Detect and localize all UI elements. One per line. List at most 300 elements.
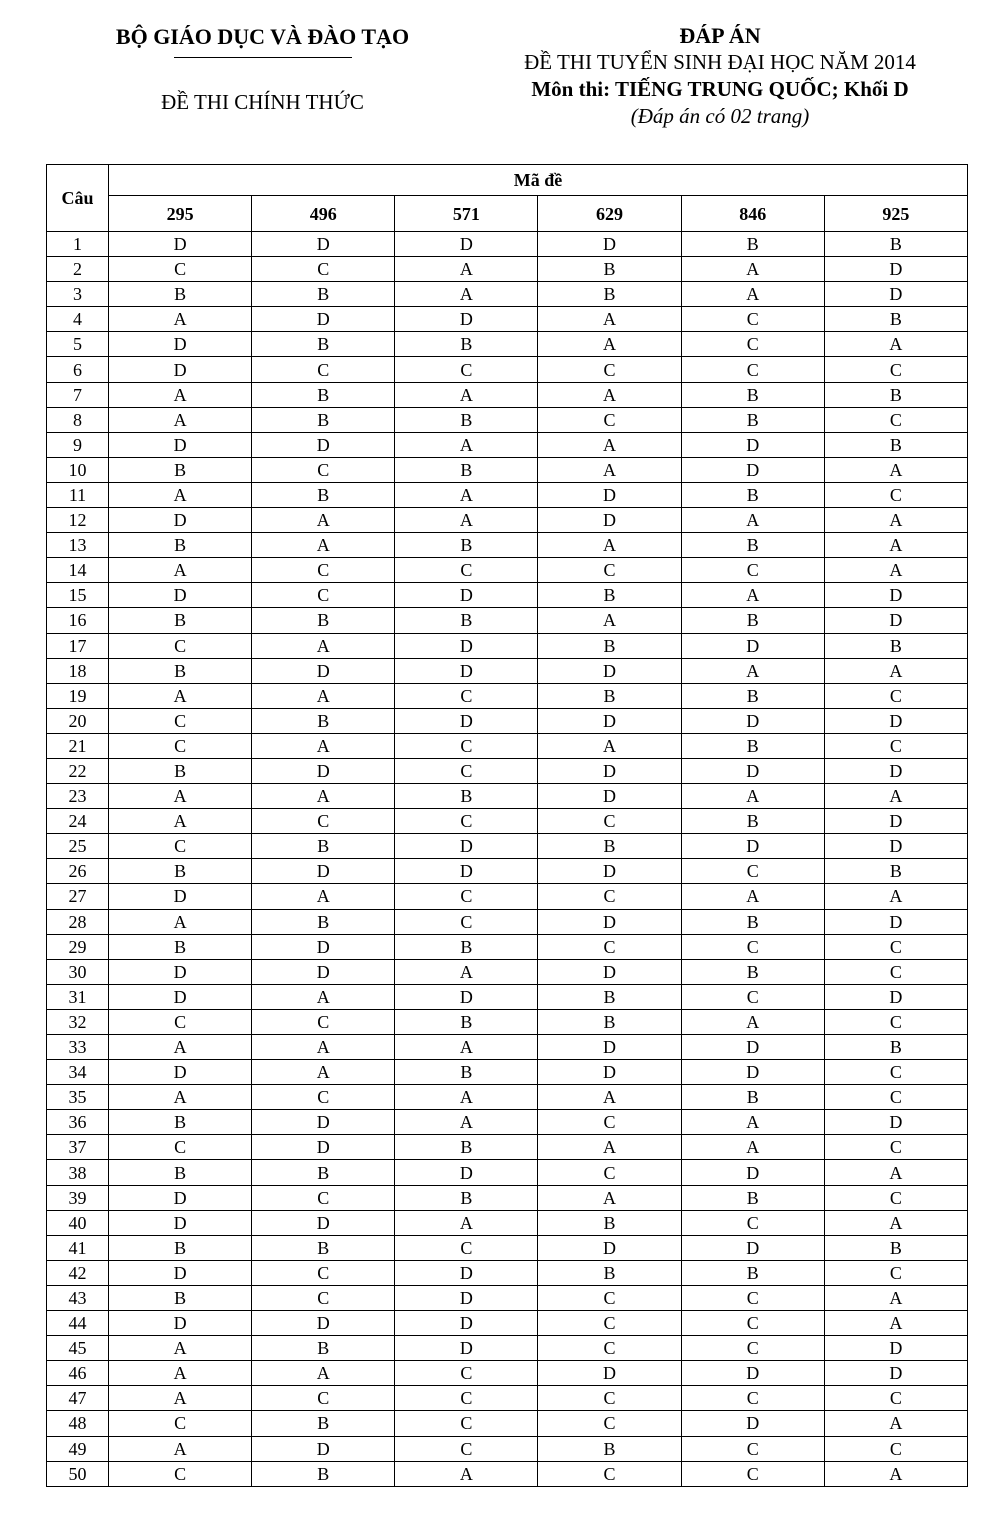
answer-cell: A bbox=[824, 1411, 967, 1436]
answer-cell: A bbox=[538, 382, 681, 407]
answer-cell: B bbox=[824, 1235, 967, 1260]
answer-cell: D bbox=[109, 1185, 252, 1210]
answer-cell: D bbox=[395, 583, 538, 608]
answer-cell: C bbox=[252, 1260, 395, 1285]
answer-cell: C bbox=[681, 1386, 824, 1411]
answer-cell: A bbox=[824, 1210, 967, 1235]
answer-cell: D bbox=[681, 1411, 824, 1436]
question-number: 49 bbox=[47, 1436, 109, 1461]
answer-cell: C bbox=[395, 357, 538, 382]
answer-cell: C bbox=[252, 558, 395, 583]
question-number: 24 bbox=[47, 809, 109, 834]
answer-cell: A bbox=[252, 683, 395, 708]
answer-cell: A bbox=[395, 482, 538, 507]
question-number: 45 bbox=[47, 1336, 109, 1361]
answer-cell: C bbox=[109, 633, 252, 658]
answer-cell: D bbox=[109, 959, 252, 984]
answer-cell: B bbox=[252, 608, 395, 633]
table-row bbox=[47, 884, 968, 909]
answer-cell: B bbox=[824, 1035, 967, 1060]
answer-cell: A bbox=[109, 558, 252, 583]
answer-cell: C bbox=[824, 1436, 967, 1461]
answer-cell: A bbox=[109, 407, 252, 432]
answer-cell: C bbox=[395, 809, 538, 834]
table-row bbox=[47, 1060, 968, 1085]
answer-cell: B bbox=[109, 1285, 252, 1310]
answer-cell: C bbox=[395, 1436, 538, 1461]
answer-cell: A bbox=[252, 633, 395, 658]
answer-cell: A bbox=[538, 1135, 681, 1160]
question-number: 38 bbox=[47, 1160, 109, 1185]
answer-cell: A bbox=[824, 1160, 967, 1185]
answer-cell: D bbox=[252, 1311, 395, 1336]
answer-cell: B bbox=[252, 1336, 395, 1361]
table-row bbox=[47, 1135, 968, 1160]
answer-cell: C bbox=[824, 934, 967, 959]
answer-cell: A bbox=[824, 1311, 967, 1336]
answer-cell: A bbox=[824, 558, 967, 583]
answer-cell: D bbox=[252, 1135, 395, 1160]
exam-code-0: 295 bbox=[109, 196, 252, 232]
answer-cell: A bbox=[538, 608, 681, 633]
answer-cell: C bbox=[824, 683, 967, 708]
answer-cell: C bbox=[824, 407, 967, 432]
answer-cell: B bbox=[681, 232, 824, 257]
table-row bbox=[47, 432, 968, 457]
answer-cell: C bbox=[681, 307, 824, 332]
answer-cell: B bbox=[109, 1110, 252, 1135]
answer-cell: B bbox=[538, 683, 681, 708]
question-number: 20 bbox=[47, 708, 109, 733]
answer-cell: B bbox=[681, 733, 824, 758]
table-row bbox=[47, 1235, 968, 1260]
ministry-underline bbox=[174, 57, 352, 58]
answer-cell: D bbox=[538, 859, 681, 884]
answer-cell: C bbox=[824, 1135, 967, 1160]
answer-cell: B bbox=[109, 457, 252, 482]
answer-cell: C bbox=[252, 1085, 395, 1110]
answer-cell: C bbox=[252, 357, 395, 382]
table-row bbox=[47, 533, 968, 558]
answer-cell: D bbox=[395, 633, 538, 658]
ministry-name: BỘ GIÁO DỤC VÀ ĐÀO TẠO bbox=[115, 24, 410, 49]
answer-cell: D bbox=[681, 633, 824, 658]
answer-cell: B bbox=[681, 1085, 824, 1110]
table-row bbox=[47, 934, 968, 959]
question-number: 8 bbox=[47, 407, 109, 432]
answer-cell: C bbox=[395, 558, 538, 583]
answer-cell: B bbox=[395, 1060, 538, 1085]
answer-cell: A bbox=[252, 984, 395, 1009]
subject-line: Môn thi: TIẾNG TRUNG QUỐC; Khối D bbox=[531, 77, 909, 101]
question-number: 27 bbox=[47, 884, 109, 909]
question-header: Câu bbox=[47, 165, 109, 232]
answer-cell: A bbox=[395, 1210, 538, 1235]
answer-cell: C bbox=[538, 407, 681, 432]
answer-cell: D bbox=[109, 1210, 252, 1235]
answer-cell: C bbox=[681, 984, 824, 1009]
question-number: 2 bbox=[47, 257, 109, 282]
question-number: 50 bbox=[47, 1461, 109, 1486]
table-row bbox=[47, 1110, 968, 1135]
question-number: 26 bbox=[47, 859, 109, 884]
answer-cell: B bbox=[681, 909, 824, 934]
answer-cell: D bbox=[824, 1110, 967, 1135]
answer-cell: D bbox=[824, 758, 967, 783]
answer-cell: D bbox=[395, 307, 538, 332]
answer-cell: A bbox=[395, 257, 538, 282]
answer-cell: B bbox=[109, 658, 252, 683]
answer-cell: A bbox=[681, 1009, 824, 1034]
question-number: 6 bbox=[47, 357, 109, 382]
answer-cell: B bbox=[538, 834, 681, 859]
answer-cell: C bbox=[252, 583, 395, 608]
answer-cell: B bbox=[538, 282, 681, 307]
answer-cell: A bbox=[824, 784, 967, 809]
answer-cell: A bbox=[395, 1035, 538, 1060]
answer-cell: D bbox=[109, 1311, 252, 1336]
answer-cell: D bbox=[252, 658, 395, 683]
answer-cell: D bbox=[824, 984, 967, 1009]
answer-cell: D bbox=[824, 1336, 967, 1361]
answer-cell: C bbox=[538, 884, 681, 909]
answer-cell: D bbox=[252, 1436, 395, 1461]
answer-cell: A bbox=[395, 1085, 538, 1110]
answer-cell: C bbox=[681, 1210, 824, 1235]
answer-cell: D bbox=[824, 909, 967, 934]
question-number: 4 bbox=[47, 307, 109, 332]
answer-cell: C bbox=[538, 809, 681, 834]
answer-cell: D bbox=[395, 1260, 538, 1285]
answer-cell: D bbox=[252, 307, 395, 332]
answer-cell: B bbox=[252, 382, 395, 407]
answer-cell: D bbox=[109, 1060, 252, 1085]
table-row bbox=[47, 382, 968, 407]
answer-cell: A bbox=[395, 1110, 538, 1135]
answer-cell: B bbox=[252, 1160, 395, 1185]
answer-cell: D bbox=[824, 708, 967, 733]
answer-cell: C bbox=[395, 1411, 538, 1436]
answer-cell: B bbox=[681, 382, 824, 407]
table-row bbox=[47, 1185, 968, 1210]
answer-cell: C bbox=[824, 482, 967, 507]
answer-cell: B bbox=[395, 784, 538, 809]
question-number: 47 bbox=[47, 1386, 109, 1411]
answer-cell: A bbox=[395, 959, 538, 984]
answer-cell: C bbox=[252, 1285, 395, 1310]
answer-cell: B bbox=[681, 809, 824, 834]
answer-cell: B bbox=[109, 608, 252, 633]
answer-cell: D bbox=[824, 1361, 967, 1386]
answer-cell: D bbox=[395, 1336, 538, 1361]
answer-cell: A bbox=[252, 784, 395, 809]
answer-cell: B bbox=[252, 332, 395, 357]
answer-cell: A bbox=[109, 1085, 252, 1110]
answer-cell: C bbox=[395, 1361, 538, 1386]
answer-cell: C bbox=[538, 1160, 681, 1185]
answer-cell: B bbox=[681, 683, 824, 708]
table-row bbox=[47, 1436, 968, 1461]
answer-cell: D bbox=[824, 257, 967, 282]
answer-cell: A bbox=[395, 382, 538, 407]
answer-cell: C bbox=[109, 1411, 252, 1436]
answer-cell: D bbox=[824, 583, 967, 608]
answer-cell: D bbox=[109, 884, 252, 909]
exam-code-3: 629 bbox=[538, 196, 681, 232]
answer-cell: D bbox=[538, 758, 681, 783]
exam-code-1: 496 bbox=[252, 196, 395, 232]
answer-cell: A bbox=[109, 482, 252, 507]
question-number: 11 bbox=[47, 482, 109, 507]
answer-cell: C bbox=[824, 1260, 967, 1285]
question-number: 41 bbox=[47, 1235, 109, 1260]
question-number: 34 bbox=[47, 1060, 109, 1085]
answer-cell: D bbox=[395, 232, 538, 257]
answer-cell: D bbox=[109, 332, 252, 357]
answer-cell: D bbox=[395, 859, 538, 884]
question-number: 3 bbox=[47, 282, 109, 307]
answer-cell: D bbox=[252, 859, 395, 884]
table-row bbox=[47, 332, 968, 357]
answer-cell: A bbox=[109, 909, 252, 934]
answer-cell: B bbox=[109, 1235, 252, 1260]
answer-cell: C bbox=[395, 909, 538, 934]
answer-cell: D bbox=[538, 1235, 681, 1260]
table-row bbox=[47, 859, 968, 884]
answer-cell: A bbox=[824, 1285, 967, 1310]
answer-cell: C bbox=[109, 1135, 252, 1160]
answer-cell: D bbox=[681, 1060, 824, 1085]
answer-cell: B bbox=[395, 1185, 538, 1210]
answer-cell: D bbox=[681, 457, 824, 482]
answer-cell: B bbox=[538, 1009, 681, 1034]
answer-cell: B bbox=[109, 1160, 252, 1185]
answer-cell: C bbox=[395, 884, 538, 909]
answer-cell: B bbox=[252, 482, 395, 507]
answer-cell: D bbox=[252, 432, 395, 457]
question-number: 31 bbox=[47, 984, 109, 1009]
answer-cell: C bbox=[824, 1060, 967, 1085]
question-number: 35 bbox=[47, 1085, 109, 1110]
answer-cell: C bbox=[109, 1461, 252, 1486]
question-number: 21 bbox=[47, 733, 109, 758]
answer-cell: C bbox=[824, 959, 967, 984]
question-number: 29 bbox=[47, 934, 109, 959]
answer-cell: D bbox=[538, 708, 681, 733]
answer-cell: A bbox=[395, 432, 538, 457]
answer-cell: B bbox=[395, 457, 538, 482]
answer-cell: B bbox=[109, 859, 252, 884]
answer-cell: A bbox=[681, 1110, 824, 1135]
answer-cell: A bbox=[395, 282, 538, 307]
answer-cell: C bbox=[395, 1235, 538, 1260]
answer-cell: C bbox=[109, 834, 252, 859]
answer-cell: C bbox=[538, 1411, 681, 1436]
answer-cell: B bbox=[538, 633, 681, 658]
answer-cell: A bbox=[681, 784, 824, 809]
answer-cell: D bbox=[252, 232, 395, 257]
answer-cell: D bbox=[538, 959, 681, 984]
answer-cell: D bbox=[109, 232, 252, 257]
question-number: 33 bbox=[47, 1035, 109, 1060]
exam-code-header: Mã đề bbox=[109, 165, 968, 196]
answer-cell: B bbox=[538, 1210, 681, 1235]
answer-cell: C bbox=[395, 683, 538, 708]
answer-cell: A bbox=[681, 658, 824, 683]
question-number: 46 bbox=[47, 1361, 109, 1386]
answer-cell: B bbox=[252, 1461, 395, 1486]
question-number: 14 bbox=[47, 558, 109, 583]
exam-title: ĐỀ THI TUYỂN SINH ĐẠI HỌC NĂM 2014 bbox=[524, 50, 916, 74]
answer-cell: B bbox=[538, 257, 681, 282]
answer-cell: C bbox=[824, 1085, 967, 1110]
answer-cell: D bbox=[395, 834, 538, 859]
answer-cell: C bbox=[681, 1311, 824, 1336]
answer-cell: A bbox=[538, 533, 681, 558]
answer-cell: C bbox=[109, 708, 252, 733]
answer-cell: D bbox=[538, 508, 681, 533]
answer-cell: D bbox=[681, 708, 824, 733]
question-number: 48 bbox=[47, 1411, 109, 1436]
table-row bbox=[47, 1085, 968, 1110]
answer-cell: B bbox=[681, 407, 824, 432]
table-row bbox=[47, 457, 968, 482]
table-row bbox=[47, 282, 968, 307]
table-row bbox=[47, 1336, 968, 1361]
answer-cell: B bbox=[252, 834, 395, 859]
answer-cell: D bbox=[538, 909, 681, 934]
answer-cell: D bbox=[395, 1160, 538, 1185]
answer-cell: C bbox=[109, 257, 252, 282]
question-number: 17 bbox=[47, 633, 109, 658]
table-row bbox=[47, 1461, 968, 1486]
answer-cell: D bbox=[109, 508, 252, 533]
answer-cell: B bbox=[109, 934, 252, 959]
answer-cell: C bbox=[109, 1009, 252, 1034]
answer-cell: C bbox=[681, 357, 824, 382]
answer-cell: D bbox=[681, 432, 824, 457]
question-number: 16 bbox=[47, 608, 109, 633]
question-number: 30 bbox=[47, 959, 109, 984]
answer-cell: D bbox=[252, 934, 395, 959]
answer-cell: C bbox=[681, 1285, 824, 1310]
answer-cell: D bbox=[538, 1361, 681, 1386]
answer-cell: A bbox=[395, 508, 538, 533]
table-row bbox=[47, 758, 968, 783]
answer-cell: A bbox=[538, 332, 681, 357]
question-number: 43 bbox=[47, 1285, 109, 1310]
answer-cell: A bbox=[252, 1361, 395, 1386]
answer-cell: C bbox=[538, 1461, 681, 1486]
table-row bbox=[47, 1361, 968, 1386]
answer-cell: A bbox=[252, 508, 395, 533]
table-row bbox=[47, 608, 968, 633]
table-row bbox=[47, 232, 968, 257]
answer-cell: A bbox=[109, 1035, 252, 1060]
answer-cell: B bbox=[538, 1436, 681, 1461]
answer-cell: C bbox=[538, 558, 681, 583]
table-row bbox=[47, 1285, 968, 1310]
answer-cell: C bbox=[681, 934, 824, 959]
answer-cell: B bbox=[824, 382, 967, 407]
answer-cell: B bbox=[109, 282, 252, 307]
exam-code-5: 925 bbox=[824, 196, 967, 232]
answer-cell: A bbox=[109, 1436, 252, 1461]
answer-cell: B bbox=[395, 332, 538, 357]
answer-cell: D bbox=[109, 583, 252, 608]
question-number: 36 bbox=[47, 1110, 109, 1135]
answer-cell: A bbox=[681, 282, 824, 307]
answer-cell: A bbox=[681, 884, 824, 909]
answer-cell: A bbox=[109, 809, 252, 834]
answer-cell: A bbox=[824, 658, 967, 683]
answer-cell: A bbox=[824, 508, 967, 533]
answer-cell: D bbox=[824, 834, 967, 859]
table-row bbox=[47, 708, 968, 733]
answer-cell: C bbox=[252, 1386, 395, 1411]
answer-cell: D bbox=[681, 1361, 824, 1386]
table-row bbox=[47, 809, 968, 834]
answer-cell: A bbox=[252, 1035, 395, 1060]
answer-cell: C bbox=[395, 733, 538, 758]
question-number: 22 bbox=[47, 758, 109, 783]
answer-cell: D bbox=[824, 809, 967, 834]
table-row bbox=[47, 1411, 968, 1436]
answer-cell: B bbox=[395, 934, 538, 959]
answer-cell: C bbox=[824, 357, 967, 382]
answer-table bbox=[46, 164, 968, 1487]
answer-cell: A bbox=[109, 1386, 252, 1411]
answer-cell: D bbox=[395, 708, 538, 733]
answer-cell: C bbox=[538, 1110, 681, 1135]
answer-cell: B bbox=[538, 984, 681, 1009]
answer-cell: C bbox=[252, 809, 395, 834]
answer-cell: B bbox=[824, 633, 967, 658]
question-number: 32 bbox=[47, 1009, 109, 1034]
answer-cell: D bbox=[395, 1311, 538, 1336]
answer-cell: C bbox=[109, 733, 252, 758]
question-number: 19 bbox=[47, 683, 109, 708]
answer-cell: A bbox=[252, 533, 395, 558]
answer-cell: B bbox=[252, 909, 395, 934]
answer-cell: D bbox=[252, 959, 395, 984]
table-row bbox=[47, 508, 968, 533]
answer-cell: C bbox=[824, 733, 967, 758]
answer-cell: D bbox=[109, 984, 252, 1009]
answer-cell: A bbox=[252, 1060, 395, 1085]
answer-cell: A bbox=[538, 733, 681, 758]
answer-cell: C bbox=[252, 257, 395, 282]
answer-cell: C bbox=[538, 1285, 681, 1310]
table-row bbox=[47, 1260, 968, 1285]
answer-cell: A bbox=[824, 457, 967, 482]
table-row bbox=[47, 407, 968, 432]
answer-cell: D bbox=[538, 784, 681, 809]
answer-cell: D bbox=[538, 1060, 681, 1085]
table-row bbox=[47, 307, 968, 332]
question-number: 7 bbox=[47, 382, 109, 407]
answer-cell: C bbox=[538, 934, 681, 959]
question-number: 10 bbox=[47, 457, 109, 482]
question-number: 13 bbox=[47, 533, 109, 558]
answer-cell: C bbox=[681, 1436, 824, 1461]
answer-cell: D bbox=[681, 834, 824, 859]
answer-cell: B bbox=[395, 533, 538, 558]
answer-cell: A bbox=[681, 257, 824, 282]
answer-cell: D bbox=[681, 1035, 824, 1060]
answer-cell: A bbox=[681, 1135, 824, 1160]
answer-cell: A bbox=[681, 508, 824, 533]
